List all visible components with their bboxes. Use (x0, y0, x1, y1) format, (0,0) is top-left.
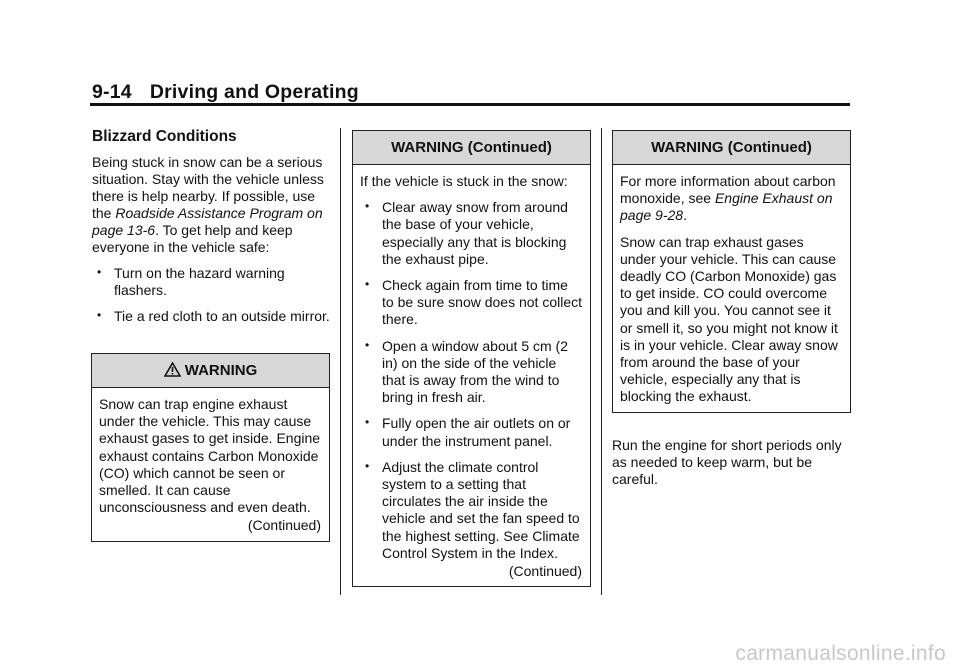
roadside-assistance-link[interactable]: Roadside Assistance Program on page 13-6 (92, 205, 323, 238)
intro-text: Being stuck in snow can be a serious situation. Stay with the vehicle unless there is help nearby. If possible, use the (92, 154, 324, 221)
bullet-text: Turn on the hazard warning flashers. (114, 265, 285, 298)
list-item (92, 265, 330, 299)
warning-body (92, 388, 329, 541)
bullet-icon: • (97, 265, 102, 279)
list-item (92, 308, 330, 325)
warning-text-end: . (683, 207, 687, 224)
warning-box-3 (612, 130, 851, 413)
bullet-icon: • (365, 415, 370, 430)
bullet-icon: • (97, 308, 102, 322)
intro-paragraph (92, 154, 330, 256)
bullet-text: Tie a red cloth to an outside mirror. (114, 308, 330, 324)
list-item (360, 199, 582, 268)
warning-text: For more information about carbon monoxide, see (620, 173, 836, 207)
column-3-text (612, 437, 848, 488)
warning-box-2 (352, 130, 591, 587)
list-item (360, 415, 582, 449)
safety-list (92, 265, 330, 325)
snow-steps-list (360, 199, 582, 562)
warning-title: WARNING (184, 362, 258, 379)
chapter-title: Driving and Operating (149, 81, 359, 103)
warning-header (92, 354, 329, 388)
bullet-icon: • (365, 337, 370, 352)
bullet-text: Open a window about 5 cm (2 in) on the side of the vehicle that is away from the wind to bring in fresh air. (382, 337, 568, 406)
engine-exhaust-link[interactable]: Engine Exhaust on page 9-28 (620, 190, 833, 224)
column-divider (601, 128, 602, 595)
warning-box-1 (91, 353, 330, 542)
bullet-text: Fully open the air outlets on or under the instrument panel. (382, 415, 571, 449)
bullet-icon: • (365, 199, 370, 214)
warning-body (353, 165, 590, 586)
continued-label: (Continued) (508, 563, 582, 580)
warning-header: WARNING (Continued) (613, 131, 850, 165)
section-title: Blizzard Conditions (92, 128, 237, 145)
column-divider (340, 128, 341, 595)
closing-paragraph: Run the engine for short periods only as needed to keep warm, but be careful. (612, 437, 842, 487)
page-number: 9-14 (92, 81, 132, 103)
warning-paragraph: Snow can trap exhaust gases under your vehicle. This can cause deadly CO (Carbon Monoxide) gas to get inside. CO could overcome you and kill you. You cannot see it or smell it, so you might not know it is in your vehicle. Clear away snow from around the base of your vehicle, especially any that is blocking the exhaust. (620, 233, 838, 405)
warning-body (613, 165, 850, 412)
list-item (360, 459, 582, 562)
watermark: carmanualsonline.info (735, 642, 946, 665)
column-1 (92, 128, 330, 325)
warning-triangle-icon (164, 362, 181, 377)
list-item (360, 338, 582, 407)
list-item (360, 277, 582, 329)
bullet-icon: • (365, 277, 370, 292)
intro-end: . To get help and keep everyone in the vehicle safe: (92, 222, 293, 255)
page-header (92, 81, 359, 104)
warning-text: Snow can trap engine exhaust under the vehicle. This may cause exhaust gases to get inside. Engine exhaust contains Carbon Monoxide (CO) which cannot be seen or smelled. It can cause unconsciousness and even death. (99, 396, 321, 516)
continued-label: (Continued) (247, 517, 321, 534)
bullet-text: Check again from time to time to be sure snow does not collect there. (382, 277, 583, 328)
warning-paragraph (620, 173, 842, 225)
bullet-text: Adjust the climate control system to a setting that circulates the air inside the vehicle and set the fan speed to the highest setting. See Climate Control System in the Index. (382, 458, 580, 561)
bullet-icon: • (365, 458, 370, 473)
warning-intro: If the vehicle is stuck in the snow: (360, 173, 568, 189)
warning-header: WARNING (Continued) (353, 131, 590, 165)
header-rule (90, 103, 850, 106)
bullet-text: Clear away snow from around the base of your vehicle, especially any that is blocking the exhaust pipe. (382, 199, 568, 267)
